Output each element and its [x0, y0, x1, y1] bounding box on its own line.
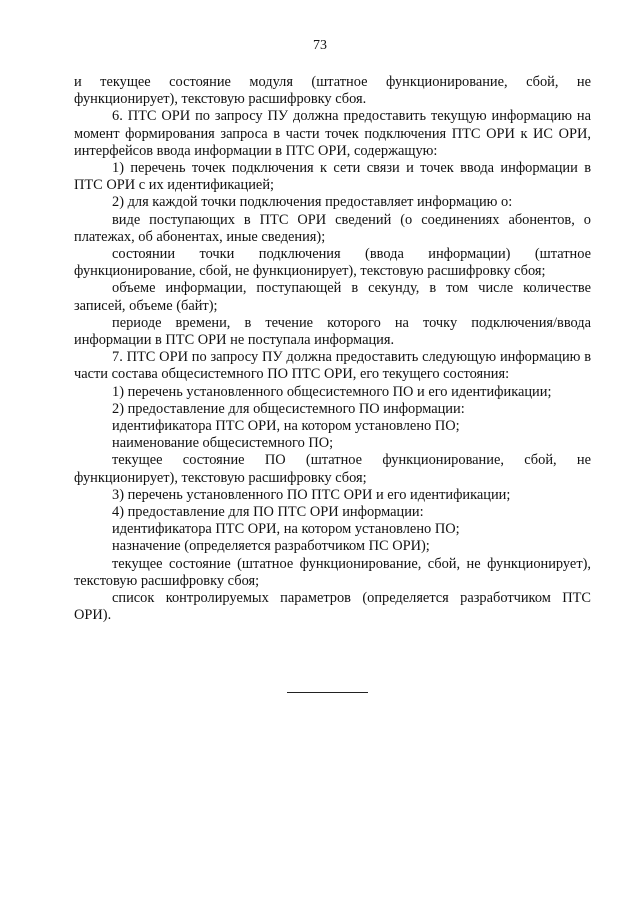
paragraph: периоде времени, в течение которого на точку подключения/ввода информации в ПТС ОРИ не поступала информация.	[74, 314, 591, 349]
list-item: 3) перечень установленного ПО ПТС ОРИ и его идентификации;	[112, 486, 511, 503]
page-number: 73	[313, 38, 327, 53]
list-item: 2) предоставление для общесистемного ПО информации:	[112, 400, 465, 417]
paragraph: 6. ПТС ОРИ по запросу ПУ должна предоставить текущую информацию на момент формирования запроса в части точек подключения ПТС ОРИ к ИС ОРИ, интерфейсов ввода информации в ПТС ОРИ, содержащую:	[74, 108, 591, 159]
list-item: 2) для каждой точки подключения предоставляет информацию о:	[112, 194, 513, 211]
paragraph: список контролируемых параметров (определяется разработчиком ПТС ОРИ).	[74, 590, 591, 624]
paragraph: 7. ПТС ОРИ по запросу ПУ должна предоставить следующую информацию в части состава общесистемного ПО ПТС ОРИ, его текущего состояния:	[74, 349, 591, 383]
paragraph: текущее состояние ПО (штатное функционирование, сбой, не функционирует), текстовую расшифровку сбоя;	[74, 452, 591, 486]
paragraph: и текущее состояние модуля (штатное функционирование, сбой, не функционирует), текстовую расшифровку сбоя.	[74, 74, 591, 108]
paragraph: идентификатора ПТС ОРИ, на котором установлено ПО;	[112, 521, 460, 538]
list-item: 1) перечень установленного общесистемного ПО и его идентификации;	[112, 383, 552, 400]
document-body	[74, 74, 591, 625]
paragraph: текущее состояние (штатное функционирование, сбой, не функционирует), текстовую расшифровку сбоя;	[74, 555, 591, 589]
list-item: 1) перечень точек подключения к сети связи и точек ввода информации в ПТС ОРИ с их идентификацией;	[74, 160, 591, 194]
paragraph: идентификатора ПТС ОРИ, на котором установлено ПО;	[112, 418, 460, 435]
end-separator-line	[287, 692, 368, 693]
paragraph: назначение (определяется разработчиком ПС ОРИ);	[112, 538, 430, 555]
list-item: 4) предоставление для ПО ПТС ОРИ информации:	[112, 504, 424, 521]
paragraph: состоянии точки подключения (ввода информации) (штатное функционирование, сбой, не функционирует), текстовую расшифровку сбоя;	[74, 246, 591, 280]
paragraph: виде поступающих в ПТС ОРИ сведений (о соединениях абонентов, о платежах, об абонентах, иные сведения);	[74, 211, 591, 245]
paragraph: объеме информации, поступающей в секунду, в том числе количестве записей, объеме (байт);	[74, 280, 591, 314]
paragraph: наименование общесистемного ПО;	[112, 435, 334, 452]
